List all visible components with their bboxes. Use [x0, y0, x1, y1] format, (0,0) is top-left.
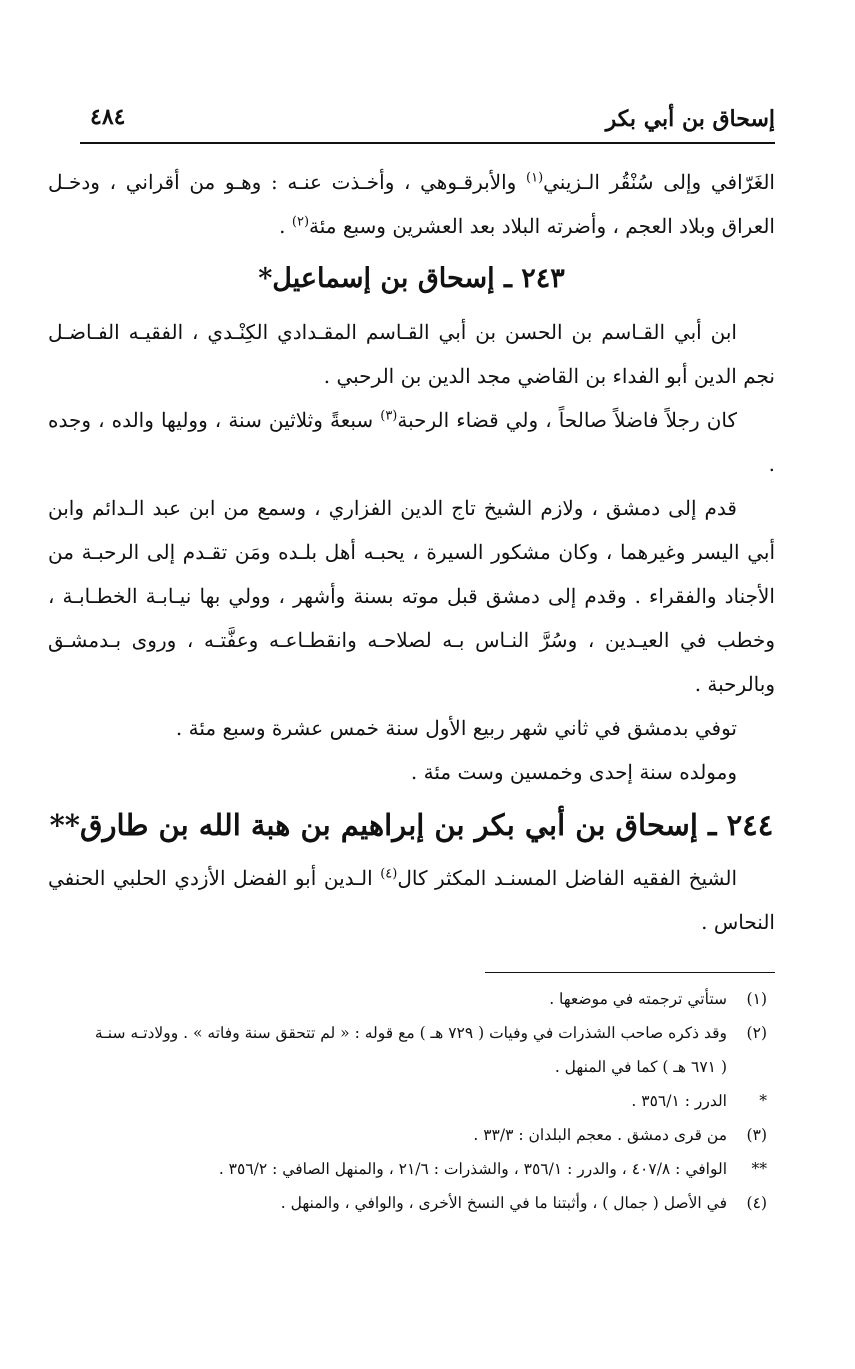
page-number: ٤٨٤	[90, 104, 126, 130]
text-run: الشيخ الفقيه الفاضل المسنـد المكثر كال	[397, 866, 738, 890]
entry-243-office	[48, 398, 775, 486]
footnotes	[40, 982, 767, 1220]
footnote-text: في الأصل ( جمال ) ، وأثبتنا ما في النسخ الأخرى ، والوافي ، والمنهل .	[280, 1194, 727, 1212]
main-text	[48, 160, 775, 944]
text-run: الـدين أبو الفضل الأزدي الحلبي الحنفي النحاس .	[48, 866, 775, 934]
entry-244-lineage	[48, 856, 775, 944]
footnote-text: ستأتي ترجمته في موضعها .	[549, 990, 727, 1008]
footnote-line: ( ٦٧١ هـ ) كما في المنهل .	[554, 1058, 727, 1076]
entry-244-title: ٢٤٤ ـ إسحاق بن أبي بكر بن إبراهيم بن هبة الله بن طارق**	[49, 808, 774, 842]
footnote-ref-3: (٣)	[380, 408, 398, 424]
footnote-text: الدرر : ٣٥٦/١ .	[631, 1092, 727, 1110]
footnote-separator	[485, 972, 775, 973]
footnote-ref-4: (٤)	[380, 866, 398, 882]
paragraph-continuation	[48, 160, 775, 248]
footnote-mark: *	[759, 1092, 767, 1110]
footnote	[40, 1084, 767, 1118]
footnote-ref-2: (٢)	[291, 214, 310, 230]
entry-243-lineage: ابن أبي القـاسم بن الحسن بن أبي القـاسم المقـدادي الكِنْـدي ، الفقيـه الفـاضـل نجم الدين أبو الفداء بن القاضي مجد الدين بن الرحبي .	[48, 320, 775, 388]
footnote-mark: (١)	[746, 990, 767, 1008]
page-header	[80, 98, 775, 144]
footnote-text: من قرى دمشق . معجم البلدان : ٣٣/٣ .	[473, 1126, 727, 1144]
running-title: إسحاق بن أبي بكر	[605, 106, 775, 132]
footnote-mark: (٢)	[746, 1024, 767, 1042]
footnote	[40, 982, 767, 1016]
footnote-text: الوافي : ٤٠٧/٨ ، والدرر : ٣٥٦/١ ، والشذرات : ٢١/٦ ، والمنهل الصافي : ٣٥٦/٢ .	[218, 1160, 727, 1178]
footnote	[40, 1186, 767, 1220]
text-run: كان رجلاً فاضلاً صالحاً ، ولي قضاء الرحبة	[397, 408, 737, 432]
entry-243-birth: ومولده سنة إحدى وخمسين وست مئة .	[410, 760, 737, 784]
footnote	[40, 1016, 767, 1084]
footnote	[40, 1118, 767, 1152]
footnote-line: وقد ذكره صاحب الشذرات في وفيات ( ٧٢٩ هـ ) مع قوله : « لم تتحقق سنة وفاته » . وولادتـه سنـة	[94, 1024, 727, 1042]
footnote-mark: (٤)	[746, 1194, 767, 1212]
entry-243-death: توفي بدمشق في ثاني شهر ربيع الأول سنة خمس عشرة وسبع مئة .	[175, 716, 737, 740]
entry-243-biography: قدم إلى دمشق ، ولازم الشيخ تاج الدين الفزاري ، وسمع من ابن عبد الـدائم وابن أبي اليسر وغيرهما ، وكان مشكور السيرة ، يحبـه أهل بلـده ومَن تقـدم إلى الرحبـة من الأجناد والفقراء . وقدم إلى دمشق قبل موته بسنة وأشهر ، وولي بها نيـابـة الخطـابـة ، وخطب في العيـدين ، وسُرَّ النـاس بـه لصلاحـه وانقطـاعـه وعفَّتـه ، وروى بـدمشـق وبالرحبة .	[48, 496, 775, 696]
text-run: الغَرّافي وإلى سُنْقُر الـزيني	[543, 170, 775, 194]
text-run: والأبرقـوهي ، وأخـذت عنـه : وهـو من أقراني ، ودخـل العراق وبلاد العجم ، وأضرته البلاد بعد العشرين وسبع مئة	[48, 170, 775, 238]
footnote-text	[40, 1016, 727, 1084]
footnote-mark: **	[751, 1160, 767, 1178]
text-run: سبعةً وثلاثين سنة ، ووليها والده ، وجده .	[48, 408, 775, 476]
text-run: .	[279, 214, 292, 238]
footnote	[40, 1152, 767, 1186]
footnote-mark: (٣)	[746, 1126, 767, 1144]
entry-243-title: ٢٤٣ ـ إسحاق بن إسماعيل*	[258, 263, 565, 294]
footnote-ref-1: (١)	[526, 170, 544, 186]
